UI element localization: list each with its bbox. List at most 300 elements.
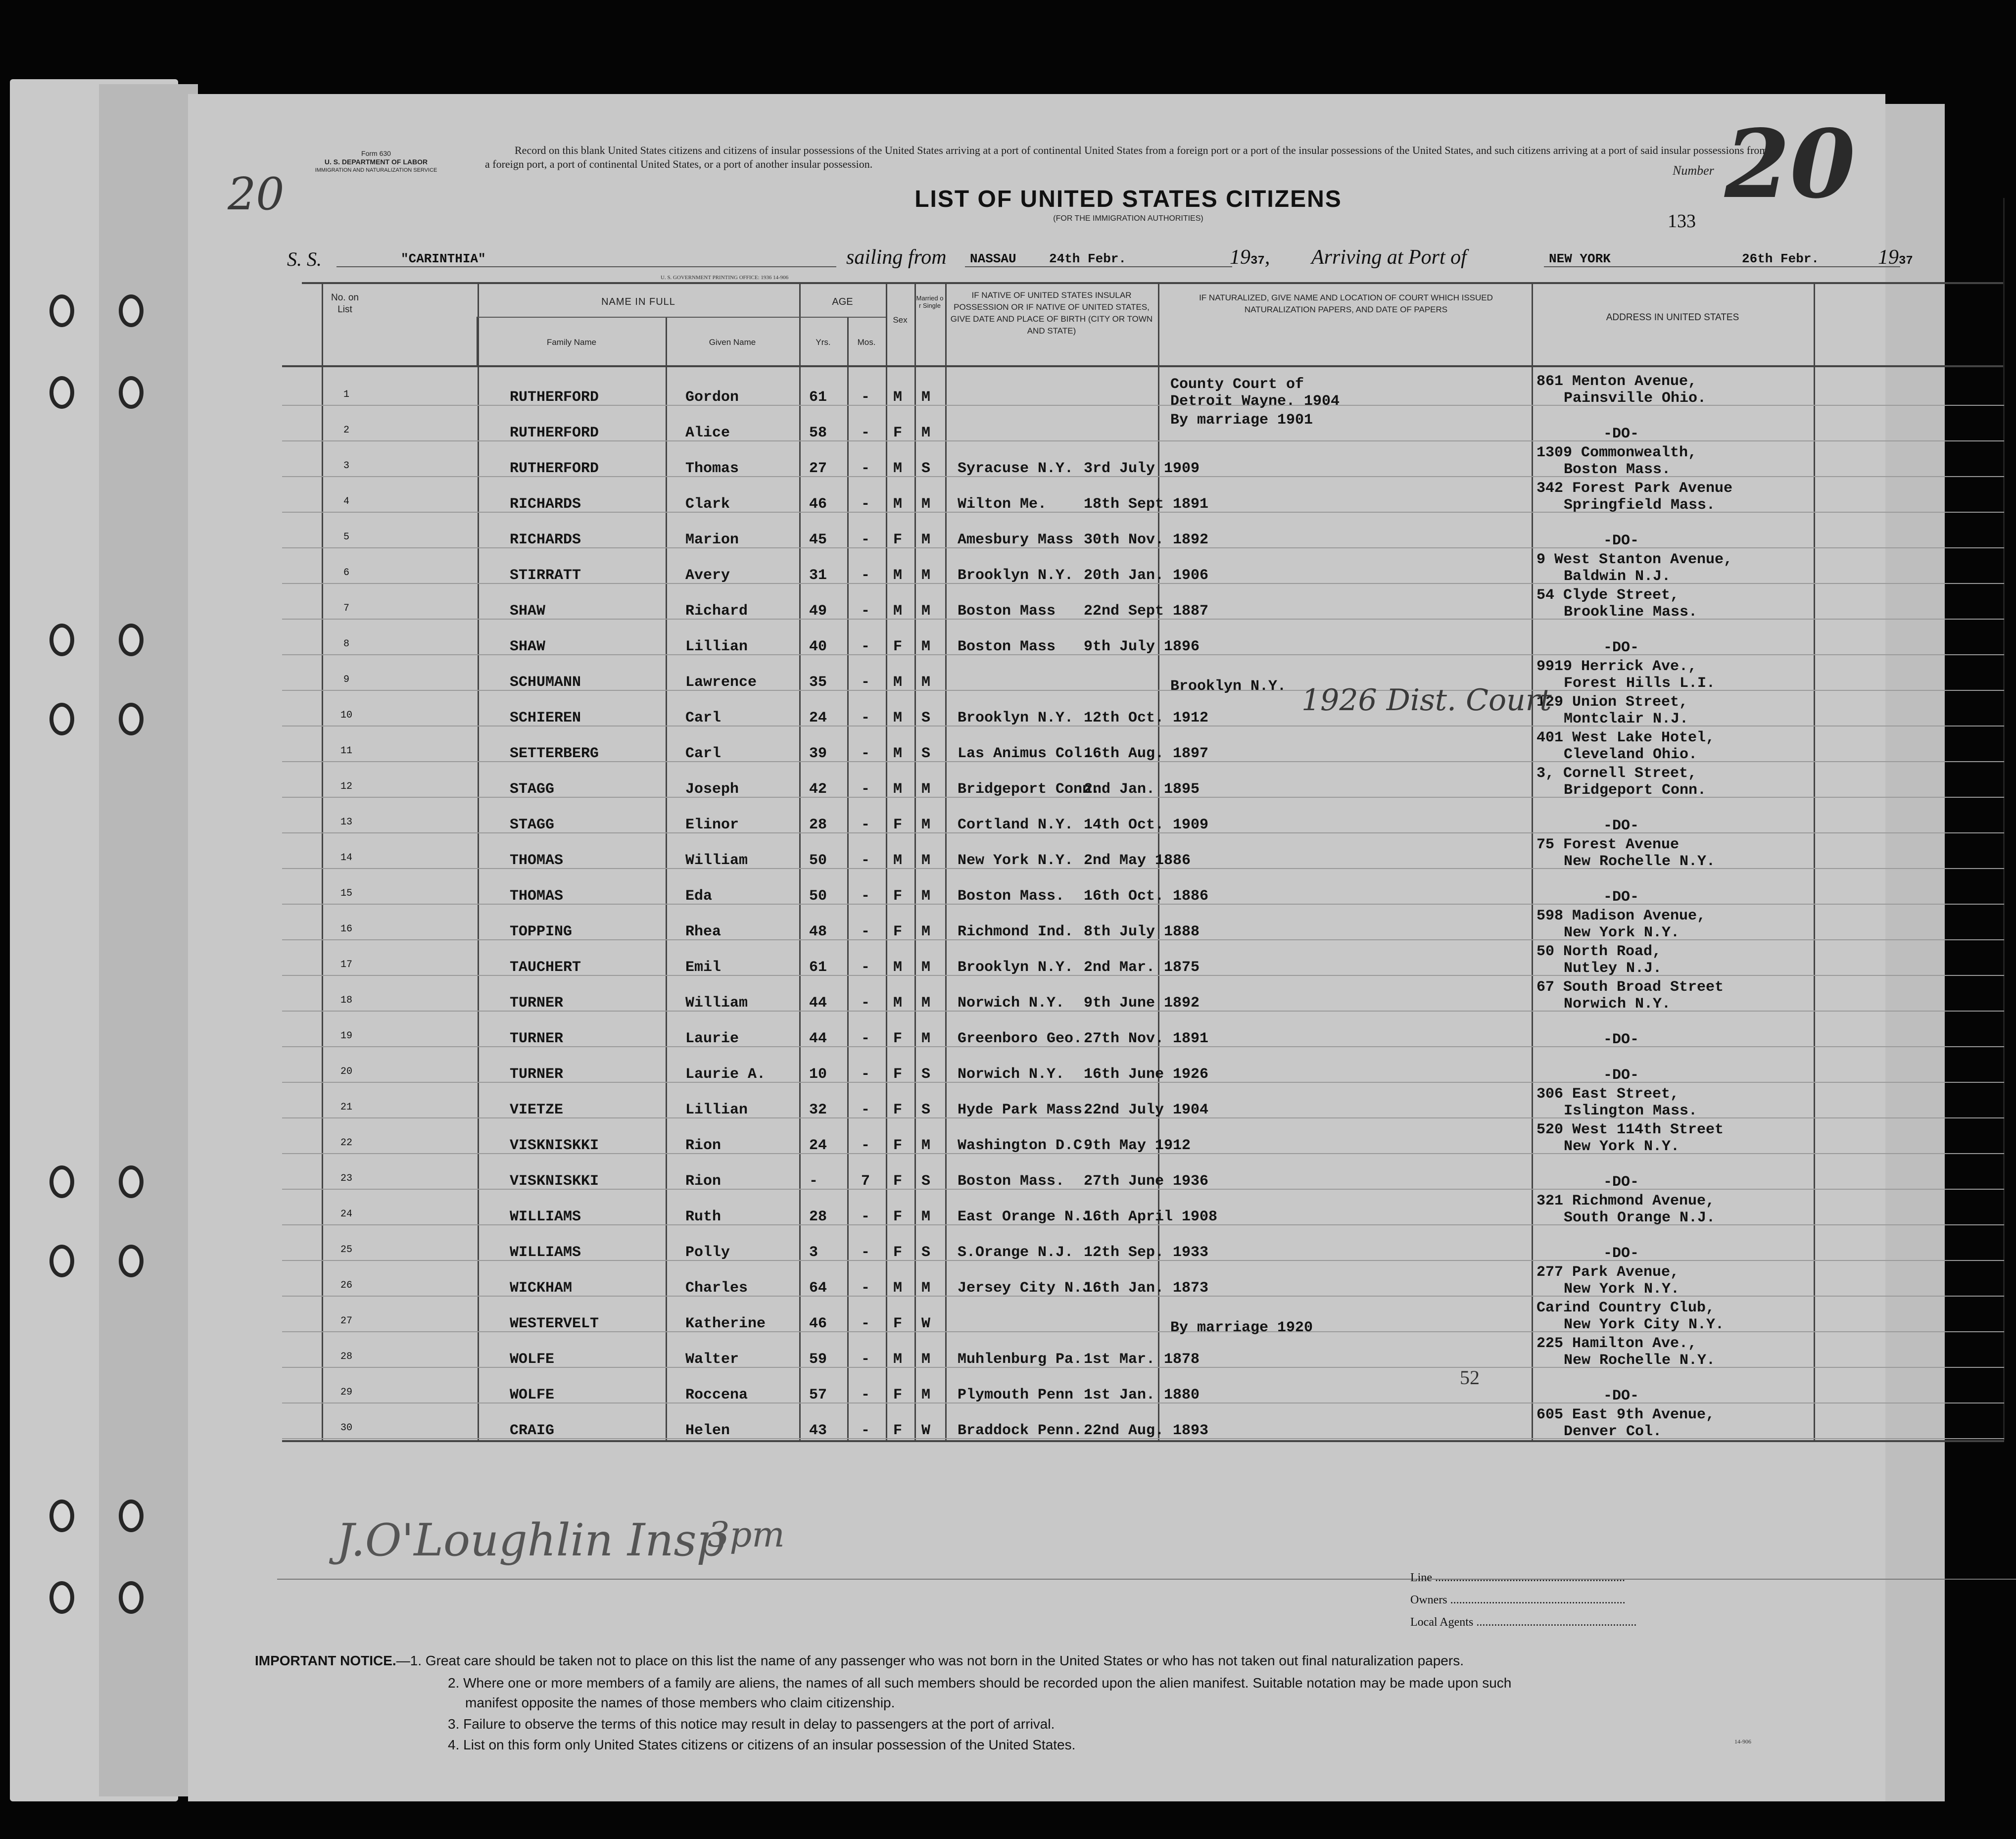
address-line-1: 54 Clyde Street,: [1536, 587, 1680, 604]
address-line-1: 401 West Lake Hotel,: [1536, 729, 1715, 746]
marital-status: S: [921, 1102, 931, 1118]
address-line-2: New York N.Y.: [1564, 924, 1680, 941]
notice-item: 3. Failure to observe the terms of this notice may result in delay to passengers at the port of arrival.: [448, 1716, 1055, 1732]
marital-status: M: [921, 781, 931, 798]
binder-hole: [49, 1245, 74, 1277]
col-divider: [1532, 282, 1533, 1440]
given-name: Emil: [685, 959, 721, 976]
address-line-2: Islington Mass.: [1564, 1103, 1698, 1119]
age-years: 32: [809, 1102, 827, 1118]
age-months: -: [861, 745, 870, 762]
notice-item: 4. List on this form only United States citizens or citizens of an insular possession of the United States.: [448, 1737, 1076, 1752]
age-years: 31: [809, 567, 827, 584]
dotted-leader: ......................................................: [1473, 1616, 1637, 1629]
birth-place: Jersey City N.J.: [958, 1280, 1101, 1297]
sail-year: 37: [1250, 254, 1265, 268]
family-name: RICHARDS: [510, 496, 581, 513]
marital-status: S: [921, 710, 931, 726]
age-months: -: [861, 674, 870, 691]
binder-fold: [99, 84, 198, 1796]
header-age: AGE: [832, 296, 853, 307]
dotted-leader: ................................................................: [1432, 1571, 1625, 1584]
marital-status: M: [921, 1351, 931, 1368]
address-line-1: Carind Country Club,: [1536, 1300, 1715, 1316]
address-line-2: Cleveland Ohio.: [1564, 746, 1698, 763]
birth-place: Boston Mass: [958, 638, 1056, 655]
given-name: Richard: [685, 603, 748, 620]
number-label: Number: [1673, 163, 1714, 178]
given-name: Elinor: [685, 817, 739, 833]
birth-place: Brooklyn N.Y.: [958, 959, 1074, 976]
given-name: Thomas: [685, 460, 739, 477]
age-years: 48: [809, 923, 827, 940]
birth-place: Richmond Ind.: [958, 923, 1074, 940]
row-number: 2: [343, 425, 349, 436]
given-name: Polly: [685, 1244, 730, 1261]
binder-hole: [49, 703, 74, 735]
age-months: -: [861, 496, 870, 513]
header-married-or-single: Married or Single: [916, 294, 944, 309]
address-line-2: Springfield Mass.: [1564, 497, 1716, 514]
age-years: 3: [809, 1244, 818, 1261]
address-line-2: -DO-: [1603, 1174, 1639, 1191]
row-number: 16: [340, 923, 352, 935]
header-address: ADDRESS IN UNITED STATES: [1606, 312, 1739, 323]
dotted-leader: ...........................................................: [1447, 1594, 1626, 1606]
birth-date: 22nd July 1904: [1084, 1102, 1209, 1118]
given-name: Rhea: [685, 923, 721, 940]
ss-label: S. S.: [287, 248, 322, 270]
naturalization-line-1: County Court of: [1170, 376, 1304, 393]
birth-place: Norwich N.Y.: [958, 1066, 1065, 1083]
address-line-1: 75 Forest Avenue: [1536, 836, 1680, 853]
sailing-from: NASSAU: [970, 251, 1016, 266]
marital-status: M: [921, 532, 931, 548]
birth-date: 2nd Mar. 1875: [1084, 959, 1200, 976]
marital-status: M: [921, 959, 931, 976]
age-months: -: [861, 460, 870, 477]
address-line-2: Brookline Mass.: [1564, 604, 1698, 621]
birth-place: Syracuse N.Y.: [958, 460, 1074, 477]
age-months: -: [861, 603, 870, 620]
age-years: 46: [809, 1315, 827, 1332]
age-years: 61: [809, 389, 827, 406]
age-months: -: [861, 425, 870, 441]
header-sex: Sex: [893, 315, 908, 325]
binder-hole: [49, 624, 74, 656]
sex: M: [893, 603, 903, 620]
marital-status: W: [921, 1315, 931, 1332]
birth-date: 16th April 1908: [1084, 1209, 1218, 1225]
sex: M: [893, 389, 903, 406]
sex: F: [893, 888, 903, 905]
family-name: TURNER: [510, 1066, 564, 1083]
col-divider: [886, 282, 887, 1440]
given-name: Alice: [685, 425, 730, 441]
header-name-in-full: NAME IN FULL: [601, 296, 675, 307]
address-line-1: 277 Park Avenue,: [1536, 1264, 1680, 1281]
age-years: 64: [809, 1280, 827, 1297]
row-number: 23: [340, 1173, 352, 1184]
family-name: TAUCHERT: [510, 959, 581, 976]
arrival-date: 26th Febr.: [1742, 251, 1820, 266]
header-mos: Mos.: [857, 338, 876, 347]
age-years: 40: [809, 638, 827, 655]
birth-date: 2nd Jan. 1895: [1084, 781, 1200, 798]
row-number: 4: [343, 496, 349, 507]
row-number: 30: [340, 1422, 352, 1434]
address-line-2: -DO-: [1603, 1067, 1639, 1084]
family-name: SHAW: [510, 638, 546, 655]
arrival-year-prefix: 19: [1878, 246, 1899, 269]
birth-place: Las Animus Col.: [958, 745, 1092, 762]
family-name: TURNER: [510, 995, 564, 1012]
row-number: 27: [340, 1315, 352, 1327]
given-name: Charles: [685, 1280, 748, 1297]
family-name: RICHARDS: [510, 532, 581, 548]
sailing-date: 24th Febr.: [1049, 251, 1127, 266]
marital-status: M: [921, 389, 931, 406]
birth-place: Wilton Me.: [958, 496, 1047, 513]
birth-date: 22nd Sept 1887: [1084, 603, 1209, 620]
age-years: 61: [809, 959, 827, 976]
marital-status: M: [921, 817, 931, 833]
address-line-2: Boston Mass.: [1564, 461, 1671, 478]
page-subtitle: (FOR THE IMMIGRATION AUTHORITIES): [1053, 214, 1203, 223]
row-number: 25: [340, 1244, 352, 1256]
birth-place: Brooklyn N.Y.: [958, 710, 1074, 726]
given-name: William: [685, 852, 748, 869]
naturalization-line-2: Detroit Wayne. 1904: [1170, 393, 1340, 410]
birth-date: 20th Jan. 1906: [1084, 567, 1209, 584]
row-number: 15: [340, 888, 352, 899]
family-name: SETTERBERG: [510, 745, 599, 762]
row-number: 17: [340, 959, 352, 970]
given-name: Ruth: [685, 1209, 721, 1225]
age-years: 42: [809, 781, 827, 798]
notice-title: IMPORTANT NOTICE.: [255, 1653, 396, 1668]
given-name: Walter: [685, 1351, 739, 1368]
family-name: STAGG: [510, 781, 555, 798]
age-months: -: [861, 781, 870, 798]
age-years: 46: [809, 496, 827, 513]
sex: M: [893, 710, 903, 726]
family-name: STAGG: [510, 817, 555, 833]
age-years: 28: [809, 817, 827, 833]
table-top-border: [302, 282, 2004, 284]
age-months: -: [861, 817, 870, 833]
page-edge: [1880, 104, 1945, 1801]
age-months: -: [861, 1066, 870, 1083]
given-name: Joseph: [685, 781, 739, 798]
address-line-1: 129 Union Street,: [1536, 694, 1688, 711]
list-number: 20: [1725, 109, 1856, 219]
family-name: TOPPING: [510, 923, 573, 940]
family-name: WOLFE: [510, 1387, 555, 1403]
binder-hole: [119, 1500, 144, 1532]
marital-status: S: [921, 1173, 931, 1190]
row-number: 6: [343, 567, 349, 579]
age-years: 10: [809, 1066, 827, 1083]
birth-place: Plymouth Penn: [958, 1387, 1074, 1403]
row-number: 20: [340, 1066, 352, 1077]
row-number: 7: [343, 603, 349, 614]
given-name: Helen: [685, 1422, 730, 1439]
given-name: Lawrence: [685, 674, 757, 691]
age-years: 24: [809, 1137, 827, 1154]
address-line-1: 50 North Road,: [1536, 943, 1662, 960]
birth-date: 9th July 1896: [1084, 638, 1200, 655]
family-name: THOMAS: [510, 852, 564, 869]
family-name: VISKNISKKI: [510, 1137, 599, 1154]
address-line-2: -DO-: [1603, 1388, 1639, 1404]
row-number: 12: [340, 781, 352, 792]
age-years: 24: [809, 710, 827, 726]
marital-status: M: [921, 1280, 931, 1297]
given-name: William: [685, 995, 748, 1012]
time-annotation: 3pm: [708, 1514, 785, 1555]
header-no-on-list: No. on List: [331, 292, 359, 315]
address-line-2: -DO-: [1603, 532, 1639, 549]
age-years: 50: [809, 852, 827, 869]
family-name: VISKNISKKI: [510, 1173, 599, 1190]
marital-status: M: [921, 923, 931, 940]
sex: M: [893, 995, 903, 1012]
age-years: 35: [809, 674, 827, 691]
birth-date: 1st Jan. 1880: [1084, 1387, 1200, 1403]
address-line-1: 1309 Commonwealth,: [1536, 444, 1697, 461]
marital-status: M: [921, 1030, 931, 1047]
birth-date: 12th Oct. 1912: [1084, 710, 1209, 726]
given-name: Laurie: [685, 1030, 739, 1047]
age-months: -: [861, 389, 870, 406]
sex: F: [893, 1102, 903, 1118]
age-months: 7: [861, 1173, 870, 1190]
marital-status: S: [921, 1066, 931, 1083]
family-name: RUTHERFORD: [510, 460, 599, 477]
header-given-name: Given Name: [709, 338, 756, 347]
binder-hole: [49, 1165, 74, 1198]
binder-hole: [49, 1500, 74, 1532]
address-line-2: -DO-: [1603, 639, 1639, 656]
given-name: Roccena: [685, 1387, 748, 1403]
header-family-name: Family Name: [546, 338, 597, 347]
birth-place: Greenboro Geo.: [958, 1030, 1083, 1047]
age-months: -: [861, 1137, 870, 1154]
age-years: 44: [809, 995, 827, 1012]
given-name: Carl: [685, 745, 721, 762]
given-name: Marion: [685, 532, 739, 548]
birth-place: Boston Mass: [958, 603, 1056, 620]
sex: F: [893, 1137, 903, 1154]
address-line-2: Nutley N.J.: [1564, 960, 1662, 977]
form-code: 14-906: [1734, 1738, 1751, 1745]
sex: F: [893, 1209, 903, 1225]
address-line-1: 861 Menton Avenue,: [1536, 373, 1697, 390]
age-months: -: [861, 638, 870, 655]
marital-status: S: [921, 745, 931, 762]
address-line-2: South Orange N.J.: [1564, 1210, 1716, 1226]
age-years: 44: [809, 1030, 827, 1047]
birth-date: 27th June 1936: [1084, 1173, 1209, 1190]
address-line-2: Bridgeport Conn.: [1564, 782, 1707, 799]
age-months: -: [861, 1244, 870, 1261]
birth-date: 16th Jan. 1873: [1084, 1280, 1209, 1297]
binder-hole: [119, 624, 144, 656]
address-line-1: 67 South Broad Street: [1536, 979, 1724, 996]
family-name: WICKHAM: [510, 1280, 573, 1297]
birth-place: East Orange N.J.: [958, 1209, 1101, 1225]
given-name: Gordon: [685, 389, 739, 406]
age-months: -: [861, 1387, 870, 1403]
given-name: Rion: [685, 1173, 721, 1190]
address-line-1: 306 East Street,: [1536, 1086, 1680, 1103]
sex: M: [893, 496, 903, 513]
age-months: -: [861, 1280, 870, 1297]
header-birth: IF NATIVE OF UNITED STATES INSULAR POSSESSION OR IF NATIVE OF UNITED STATES, GIVE DATE AND PLACE OF BIRTH (CITY OR TOWN AND STATE): [950, 290, 1153, 336]
marital-status: M: [921, 852, 931, 869]
age-years: 27: [809, 460, 827, 477]
printer-note: U. S. GOVERNMENT PRINTING OFFICE: 1936 14-906: [661, 275, 789, 281]
given-name: Lillian: [685, 638, 748, 655]
arriving-label: Arriving at Port of: [1311, 246, 1467, 269]
binder-hole: [119, 1165, 144, 1198]
age-months: -: [861, 532, 870, 548]
row-number: 18: [340, 995, 352, 1006]
birth-date: 1st Mar. 1878: [1084, 1351, 1200, 1368]
birth-place: Norwich N.Y.: [958, 995, 1065, 1012]
sex: F: [893, 923, 903, 940]
binder-hole: [119, 703, 144, 735]
age-years: -: [809, 1173, 818, 1190]
sailing-label: sailing from: [846, 246, 947, 269]
address-line-1: 9 West Stanton Avenue,: [1536, 551, 1733, 568]
naturalization-line-2: By marriage 1920: [1170, 1319, 1313, 1336]
age-months: -: [861, 710, 870, 726]
col-divider: [322, 282, 323, 1440]
age-months: -: [861, 923, 870, 940]
given-name: Clark: [685, 496, 730, 513]
birth-date: 9th June 1892: [1084, 995, 1200, 1012]
age-years: 58: [809, 425, 827, 441]
given-name: Lillian: [685, 1102, 748, 1118]
binder-hole: [119, 294, 144, 327]
birth-date: 16th June 1926: [1084, 1066, 1209, 1083]
row-number: 29: [340, 1387, 352, 1398]
sex: M: [893, 852, 903, 869]
given-name: Carl: [685, 710, 721, 726]
sex: F: [893, 425, 903, 441]
marital-status: M: [921, 567, 931, 584]
col-divider: [799, 282, 801, 1440]
sex: M: [893, 674, 903, 691]
age-years: 49: [809, 603, 827, 620]
sex: F: [893, 1030, 903, 1047]
birth-place: Amesbury Mass: [958, 532, 1074, 548]
birth-place: Hyde Park Mass.: [958, 1102, 1092, 1118]
birth-place: New York N.Y.: [958, 852, 1074, 869]
header-naturalized: IF NATURALIZED, GIVE NAME AND LOCATION OF COURT WHICH ISSUED NATURALIZATION PAPERS, AND DATE OF PAPERS: [1199, 293, 1493, 314]
birth-date: 3rd July 1909: [1084, 460, 1200, 477]
address-line-1: 598 Madison Avenue,: [1536, 908, 1706, 924]
address-line-2: Baldwin N.J.: [1564, 568, 1671, 585]
form-number: Form 630: [361, 149, 391, 157]
sex: M: [893, 567, 903, 584]
marital-status: M: [921, 1209, 931, 1225]
row-number: 3: [343, 460, 349, 472]
marital-status: S: [921, 1244, 931, 1261]
service-name: IMMIGRATION AND NATURALIZATION SERVICE: [315, 167, 437, 173]
age-years: 50: [809, 888, 827, 905]
owners-label: Owners: [1410, 1594, 1447, 1606]
birth-place: Braddock Penn.: [958, 1422, 1083, 1439]
address-line-2: New York N.Y.: [1564, 1138, 1680, 1155]
marital-status: M: [921, 425, 931, 441]
inspector-signature: J.O'Loughlin Insp: [336, 1514, 725, 1566]
notice-item: —1. Great care should be taken not to place on this list the name of any passenger who was not born in the United States or who has not taken out final naturalization papers.: [396, 1653, 1464, 1668]
birth-date: 30th Nov. 1892: [1084, 532, 1209, 548]
age-months: -: [861, 995, 870, 1012]
marital-status: S: [921, 460, 931, 477]
address-line-2: New Rochelle N.Y.: [1564, 1352, 1716, 1369]
sex: M: [893, 460, 903, 477]
address-line-1: 225 Hamilton Ave.,: [1536, 1335, 1697, 1352]
birth-date: 8th July 1888: [1084, 923, 1200, 940]
name-subheader-line: [478, 317, 886, 318]
binder-hole: [49, 1581, 74, 1614]
marital-status: M: [921, 888, 931, 905]
address-line-1: 321 Richmond Avenue,: [1536, 1193, 1715, 1210]
birth-date: 14th Oct. 1909: [1084, 817, 1209, 833]
naturalization-line-1: By marriage 1901: [1170, 412, 1313, 429]
row-number: 19: [340, 1030, 352, 1042]
given-name: Katherine: [685, 1315, 766, 1332]
marital-status: M: [921, 638, 931, 655]
given-name: Rion: [685, 1137, 721, 1154]
binder-hole: [49, 294, 74, 327]
row-number: 9: [343, 674, 349, 685]
family-name: WESTERVELT: [510, 1315, 599, 1332]
row-number: 11: [340, 745, 352, 757]
margin-handwritten-mark: 20: [228, 168, 285, 220]
table-header-border: [282, 365, 2004, 367]
given-name: Avery: [685, 567, 730, 584]
binder-hole: [119, 1245, 144, 1277]
age-years: 59: [809, 1351, 827, 1368]
family-name: STIRRATT: [510, 567, 581, 584]
col-divider: [847, 317, 849, 1440]
page-stamp-number: 133: [1668, 211, 1696, 232]
age-years: 57: [809, 1387, 827, 1403]
comma: ,: [1264, 246, 1270, 269]
age-months: -: [861, 567, 870, 584]
form-identifier: [272, 149, 480, 175]
row-number: 26: [340, 1280, 352, 1291]
address-line-2: -DO-: [1603, 1031, 1639, 1048]
sex: F: [893, 532, 903, 548]
birth-place: Washington D.C.: [958, 1137, 1092, 1154]
birth-date: 18th Sept 1891: [1084, 496, 1209, 513]
birth-date: 9th May 1912: [1084, 1137, 1191, 1154]
row-number: 5: [343, 532, 349, 543]
sex: F: [893, 1422, 903, 1439]
address-line-1: 3, Cornell Street,: [1536, 765, 1697, 782]
binder-hole: [119, 376, 144, 409]
birth-place: Boston Mass.: [958, 888, 1065, 905]
row-number: 8: [343, 638, 349, 650]
address-line-2: -DO-: [1603, 426, 1639, 442]
birth-place: S.Orange N.J.: [958, 1244, 1074, 1261]
